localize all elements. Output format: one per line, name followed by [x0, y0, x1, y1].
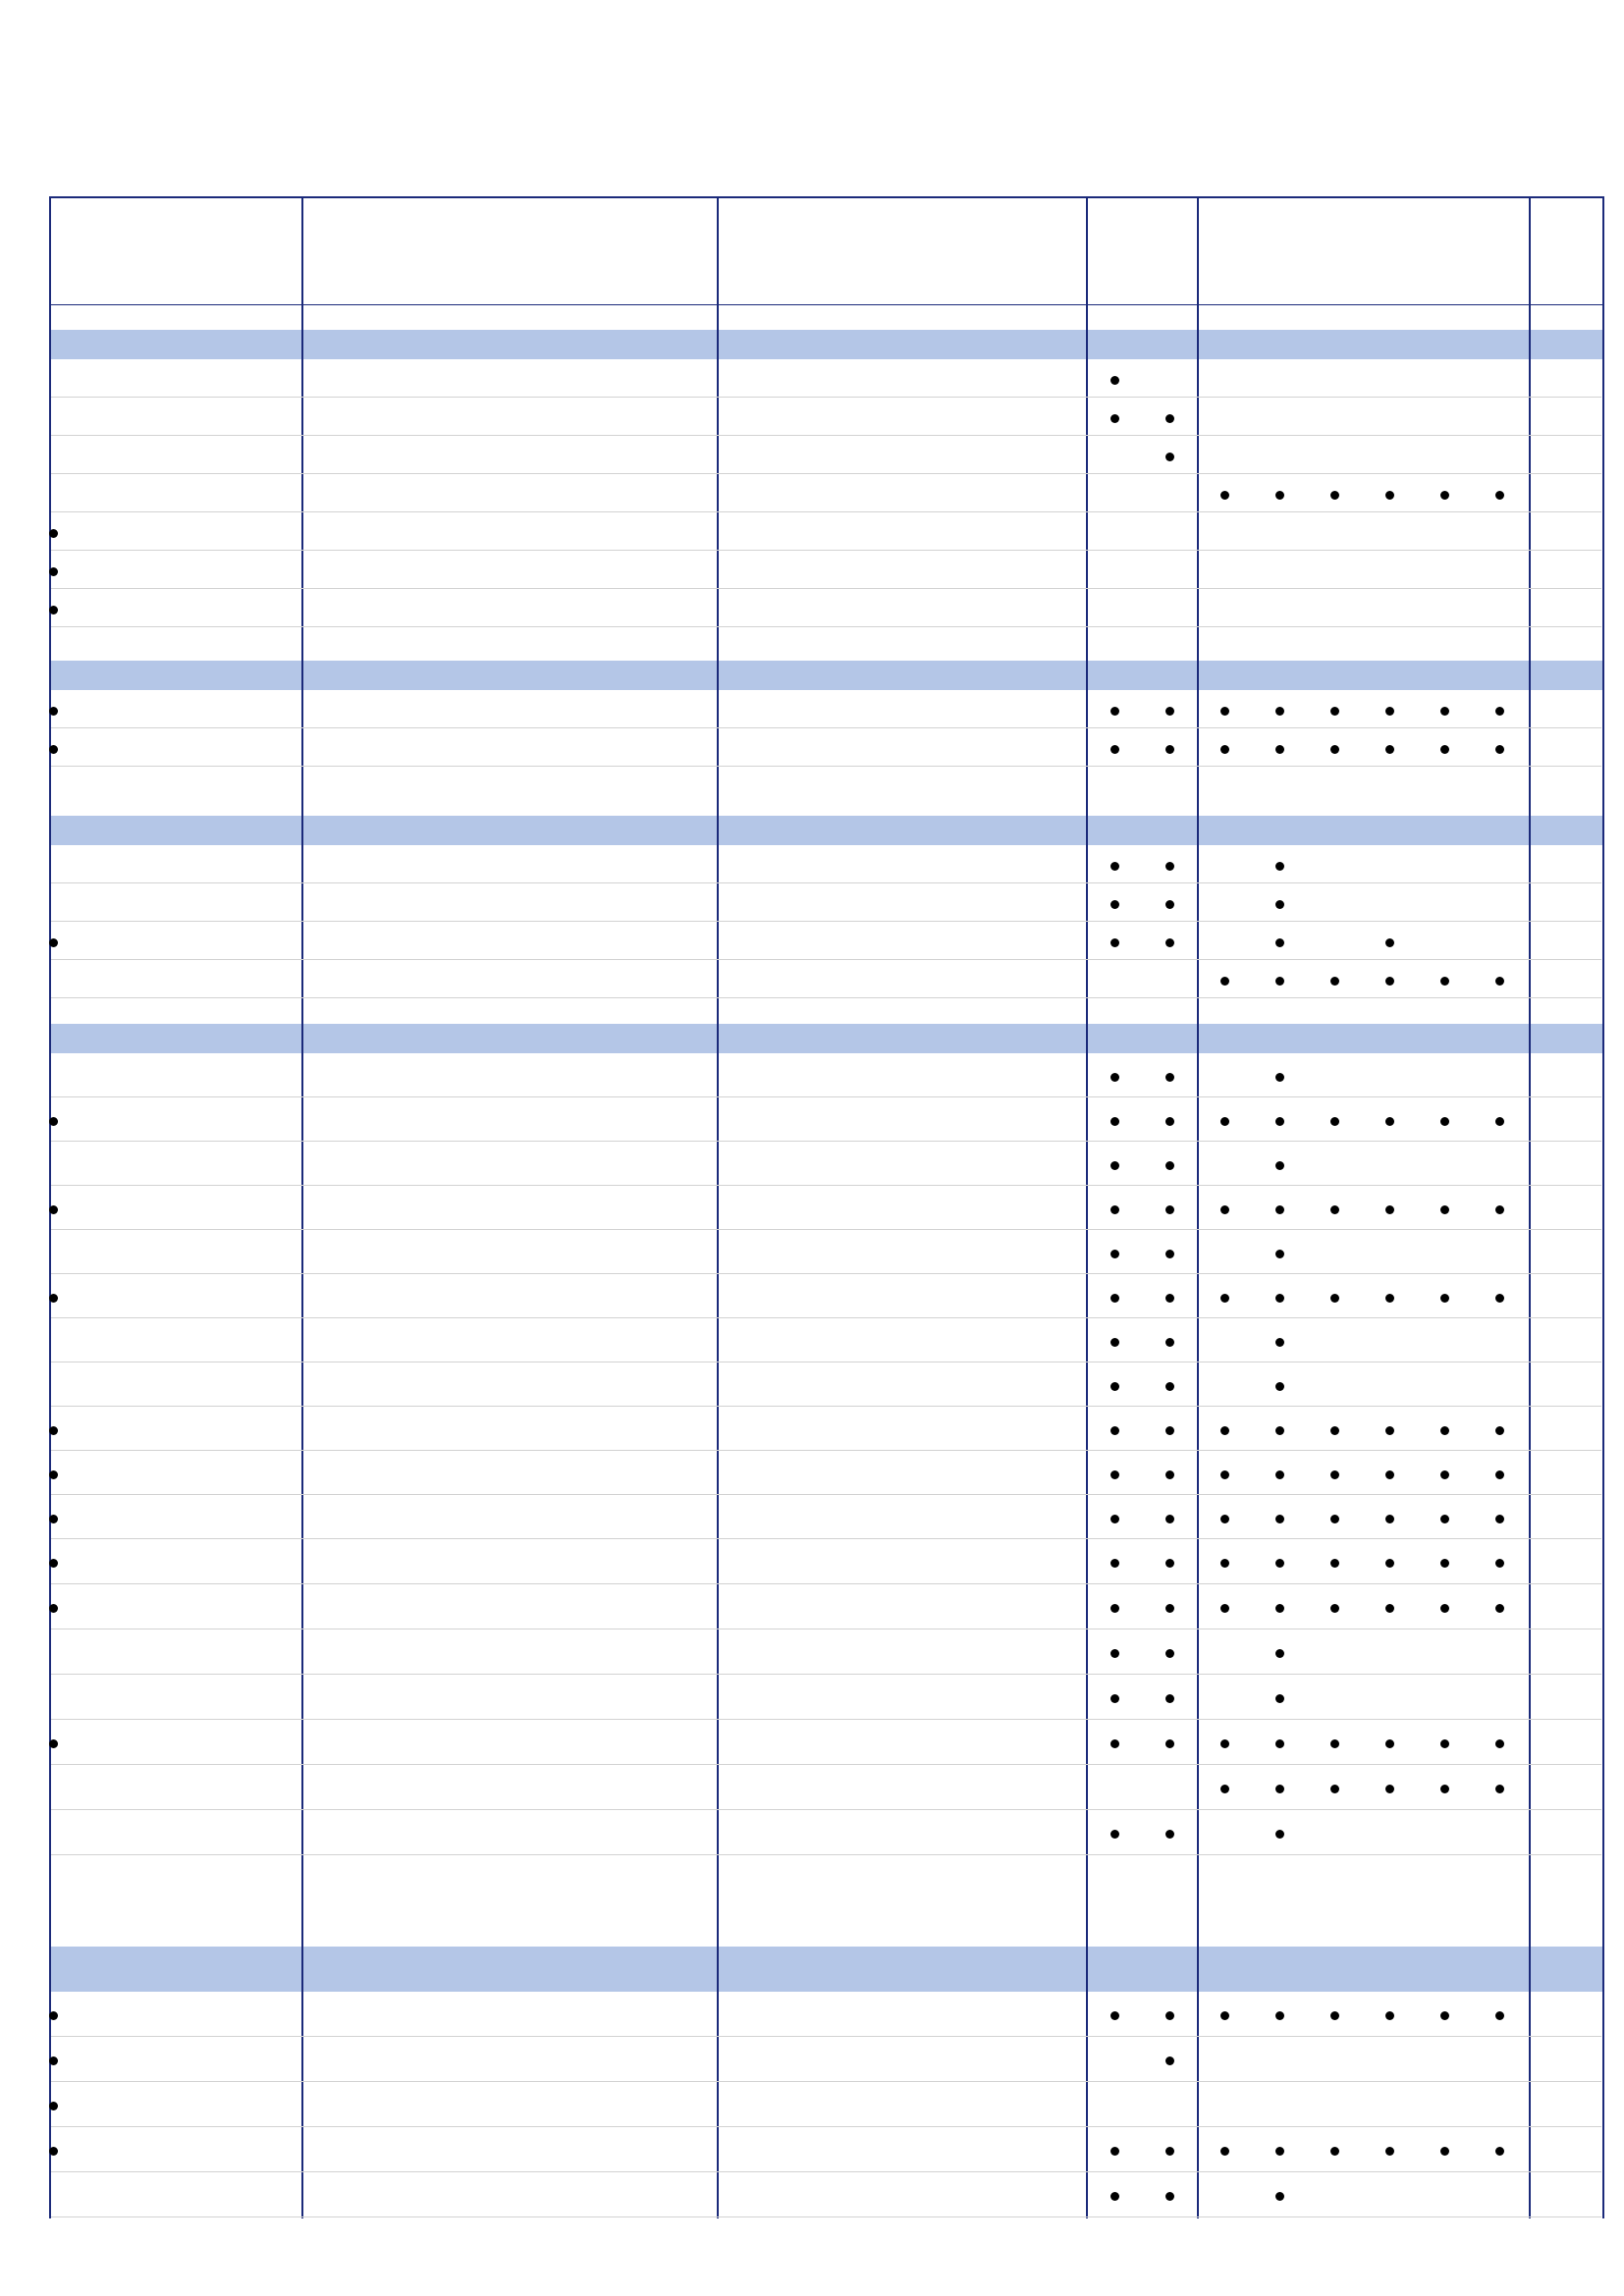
allocation-table	[49, 196, 1603, 2218]
allocation-dot	[1385, 745, 1394, 754]
row-separator	[51, 1450, 1601, 1451]
allocation-dot	[1110, 1338, 1119, 1347]
allocation-dot	[1165, 1338, 1174, 1347]
allocation-dot	[49, 567, 58, 576]
allocation-dot	[1165, 1649, 1174, 1658]
allocation-dot	[1275, 1338, 1284, 1347]
allocation-dot	[1275, 1294, 1284, 1303]
allocation-dot	[1385, 1470, 1394, 1479]
allocation-dot	[1220, 1515, 1229, 1523]
allocation-dot	[1495, 1205, 1504, 1214]
allocation-dot	[1165, 1117, 1174, 1126]
allocation-dot	[49, 2056, 58, 2065]
allocation-dot	[1275, 1694, 1284, 1703]
allocation-dot	[1440, 1559, 1449, 1568]
allocation-dot	[1275, 1117, 1284, 1126]
allocation-dot	[1495, 707, 1504, 716]
allocation-dot	[1220, 2147, 1229, 2156]
row-separator	[51, 2126, 1601, 2127]
allocation-dot	[1165, 1470, 1174, 1479]
allocation-dot	[1110, 1559, 1119, 1568]
allocation-dot	[1385, 1604, 1394, 1613]
row-separator	[51, 435, 1601, 436]
allocation-dot	[1165, 2056, 1174, 2065]
row-separator	[51, 997, 1601, 998]
allocation-dot	[1110, 938, 1119, 947]
row-separator	[51, 588, 1601, 589]
column-border	[1197, 196, 1199, 2218]
allocation-dot	[1495, 2011, 1504, 2020]
allocation-dot	[49, 707, 58, 716]
allocation-dot	[1330, 2011, 1339, 2020]
allocation-dot	[1220, 2011, 1229, 2020]
allocation-dot	[1330, 1604, 1339, 1613]
allocation-dot	[1440, 1739, 1449, 1748]
allocation-dot	[1110, 1604, 1119, 1613]
allocation-dot	[1110, 1649, 1119, 1658]
row-separator	[51, 1141, 1601, 1142]
allocation-dot	[1275, 900, 1284, 909]
column-border	[1602, 196, 1604, 2218]
row-separator	[51, 959, 1601, 960]
row-separator	[51, 1229, 1601, 1230]
allocation-dot	[49, 529, 58, 538]
allocation-dot	[1165, 1382, 1174, 1391]
allocation-dot	[1495, 1604, 1504, 1613]
allocation-dot	[1385, 1117, 1394, 1126]
allocation-dot	[1440, 2147, 1449, 2156]
allocation-dot	[1385, 1426, 1394, 1435]
allocation-dot	[1165, 453, 1174, 461]
allocation-dot	[1165, 1515, 1174, 1523]
allocation-dot	[1275, 707, 1284, 716]
allocation-dot	[1110, 1515, 1119, 1523]
row-separator	[51, 2081, 1601, 2082]
allocation-dot	[1165, 1830, 1174, 1839]
allocation-dot	[1275, 1515, 1284, 1523]
column-border	[1086, 196, 1088, 2218]
allocation-dot	[1440, 1205, 1449, 1214]
allocation-dot	[1165, 1694, 1174, 1703]
allocation-dot	[1165, 1250, 1174, 1258]
allocation-dot	[1165, 414, 1174, 423]
allocation-dot	[1165, 1604, 1174, 1613]
row-separator	[51, 2171, 1601, 2172]
allocation-dot	[1385, 1515, 1394, 1523]
allocation-dot	[1330, 1294, 1339, 1303]
section-band	[49, 1947, 1603, 1992]
allocation-dot	[1330, 1117, 1339, 1126]
allocation-dot	[1275, 1250, 1284, 1258]
allocation-dot	[1275, 2147, 1284, 2156]
allocation-dot	[1110, 745, 1119, 754]
allocation-dot	[1495, 1470, 1504, 1479]
allocation-dot	[1495, 2147, 1504, 2156]
allocation-dot	[1110, 1739, 1119, 1748]
allocation-dot	[1440, 1604, 1449, 1613]
allocation-dot	[1165, 1073, 1174, 1082]
row-separator	[51, 1854, 1601, 1855]
allocation-dot	[1275, 1604, 1284, 1613]
allocation-dot	[1275, 1382, 1284, 1391]
row-separator	[51, 1764, 1601, 1765]
table-top-border	[49, 196, 1603, 198]
allocation-dot	[1330, 977, 1339, 986]
allocation-dot	[1165, 2147, 1174, 2156]
allocation-dot	[1275, 1649, 1284, 1658]
allocation-dot	[1275, 1161, 1284, 1170]
allocation-dot	[1275, 862, 1284, 871]
allocation-dot	[1165, 2192, 1174, 2201]
row-separator	[51, 550, 1601, 551]
allocation-dot	[1385, 2011, 1394, 2020]
allocation-dot	[1220, 1604, 1229, 1613]
allocation-dot	[1110, 1470, 1119, 1479]
allocation-dot	[1110, 2192, 1119, 2201]
row-separator	[51, 1273, 1601, 1274]
row-separator	[51, 1719, 1601, 1720]
allocation-dot	[1165, 1426, 1174, 1435]
allocation-dot	[1220, 1117, 1229, 1126]
row-separator	[51, 397, 1601, 398]
allocation-dot	[49, 1739, 58, 1748]
allocation-dot	[1495, 491, 1504, 500]
allocation-dot	[49, 2147, 58, 2156]
allocation-dot	[1330, 1205, 1339, 1214]
allocation-dot	[1275, 745, 1284, 754]
allocation-dot	[1495, 1294, 1504, 1303]
allocation-dot	[49, 938, 58, 947]
allocation-dot	[1440, 1515, 1449, 1523]
allocation-dot	[1330, 2147, 1339, 2156]
allocation-dot	[1110, 862, 1119, 871]
allocation-dot	[1220, 707, 1229, 716]
row-separator	[51, 626, 1601, 627]
allocation-dot	[49, 1205, 58, 1214]
row-separator	[51, 1096, 1601, 1097]
allocation-dot	[1275, 938, 1284, 947]
allocation-dot	[1110, 1382, 1119, 1391]
allocation-dot	[1440, 2011, 1449, 2020]
allocation-dot	[1495, 1426, 1504, 1435]
allocation-dot	[1440, 1117, 1449, 1126]
allocation-dot	[1495, 1559, 1504, 1568]
allocation-dot	[1385, 1739, 1394, 1748]
allocation-dot	[1440, 1426, 1449, 1435]
allocation-dot	[1220, 491, 1229, 500]
allocation-dot	[1440, 1785, 1449, 1793]
column-border	[301, 196, 303, 2218]
allocation-dot	[1220, 745, 1229, 754]
allocation-dot	[1220, 1739, 1229, 1748]
allocation-dot	[1110, 1250, 1119, 1258]
allocation-dot	[1385, 1559, 1394, 1568]
allocation-dot	[49, 745, 58, 754]
allocation-dot	[1440, 707, 1449, 716]
allocation-dot	[1495, 1515, 1504, 1523]
column-border	[717, 196, 719, 2218]
allocation-dot	[1385, 2147, 1394, 2156]
allocation-dot	[1275, 1205, 1284, 1214]
allocation-dot	[1220, 1294, 1229, 1303]
row-separator	[51, 727, 1601, 728]
allocation-dot	[1330, 1515, 1339, 1523]
row-separator	[51, 1406, 1601, 1407]
allocation-dot	[1330, 745, 1339, 754]
allocation-dot	[1220, 1559, 1229, 1568]
allocation-dot	[1110, 1830, 1119, 1839]
allocation-dot	[1220, 1470, 1229, 1479]
allocation-dot	[1220, 1785, 1229, 1793]
allocation-dot	[49, 606, 58, 614]
allocation-dot	[1385, 938, 1394, 947]
allocation-dot	[49, 2011, 58, 2020]
row-separator	[51, 1185, 1601, 1186]
allocation-dot	[1275, 1559, 1284, 1568]
allocation-dot	[1495, 977, 1504, 986]
allocation-dot	[1275, 2011, 1284, 2020]
allocation-dot	[49, 1470, 58, 1479]
allocation-dot	[1110, 2011, 1119, 2020]
allocation-dot	[1385, 1294, 1394, 1303]
allocation-dot	[1165, 1559, 1174, 1568]
allocation-dot	[1165, 938, 1174, 947]
allocation-dot	[1165, 2011, 1174, 2020]
allocation-dot	[1385, 1785, 1394, 1793]
allocation-dot	[1330, 1559, 1339, 1568]
allocation-dot	[1330, 491, 1339, 500]
allocation-dot	[1440, 1470, 1449, 1479]
section-band	[49, 661, 1603, 690]
allocation-dot	[1275, 1073, 1284, 1082]
allocation-dot	[1330, 707, 1339, 716]
row-separator	[51, 766, 1601, 767]
allocation-dot	[1165, 707, 1174, 716]
allocation-dot	[1385, 1205, 1394, 1214]
allocation-dot	[1330, 1470, 1339, 1479]
allocation-dot	[1110, 376, 1119, 385]
allocation-dot	[1495, 1117, 1504, 1126]
allocation-dot	[1110, 900, 1119, 909]
allocation-dot	[1165, 1739, 1174, 1748]
allocation-dot	[1165, 1205, 1174, 1214]
allocation-dot	[1440, 1294, 1449, 1303]
allocation-dot	[1110, 707, 1119, 716]
allocation-dot	[1110, 1161, 1119, 1170]
allocation-dot	[1110, 1117, 1119, 1126]
allocation-dot	[49, 1426, 58, 1435]
allocation-dot	[49, 1294, 58, 1303]
allocation-dot	[1110, 1426, 1119, 1435]
row-separator	[51, 1583, 1601, 1584]
column-border	[1529, 196, 1531, 2218]
allocation-dot	[1220, 1205, 1229, 1214]
allocation-dot	[1165, 1161, 1174, 1170]
row-separator	[51, 921, 1601, 922]
allocation-dot	[1220, 977, 1229, 986]
allocation-dot	[1220, 1426, 1229, 1435]
allocation-dot	[1110, 1294, 1119, 1303]
allocation-dot	[1330, 1785, 1339, 1793]
section-band	[49, 816, 1603, 845]
section-band	[49, 1024, 1603, 1053]
row-separator	[51, 473, 1601, 474]
allocation-dot	[1165, 900, 1174, 909]
allocation-dot	[1385, 707, 1394, 716]
row-separator	[51, 1317, 1601, 1318]
allocation-dot	[1110, 1073, 1119, 1082]
row-separator	[51, 882, 1601, 883]
allocation-dot	[1165, 745, 1174, 754]
allocation-dot	[1275, 1830, 1284, 1839]
section-band	[49, 330, 1603, 359]
allocation-dot	[1440, 977, 1449, 986]
allocation-dot	[1275, 1739, 1284, 1748]
header-rule	[49, 304, 1603, 305]
allocation-dot	[1385, 491, 1394, 500]
allocation-dot	[1495, 745, 1504, 754]
allocation-dot	[1330, 1739, 1339, 1748]
allocation-dot	[1275, 1470, 1284, 1479]
allocation-dot	[1275, 2192, 1284, 2201]
row-separator	[51, 1494, 1601, 1495]
allocation-dot	[1110, 414, 1119, 423]
row-separator	[51, 1674, 1601, 1675]
row-separator	[51, 1538, 1601, 1539]
row-separator	[51, 2036, 1601, 2037]
allocation-dot	[1275, 977, 1284, 986]
allocation-dot	[49, 1604, 58, 1613]
allocation-dot	[1385, 977, 1394, 986]
row-separator	[51, 2216, 1601, 2217]
allocation-dot	[1165, 862, 1174, 871]
allocation-dot	[1495, 1785, 1504, 1793]
allocation-dot	[49, 1559, 58, 1568]
row-separator	[51, 1809, 1601, 1810]
allocation-dot	[1110, 1205, 1119, 1214]
allocation-dot	[1440, 745, 1449, 754]
allocation-dot	[49, 1515, 58, 1523]
allocation-dot	[1275, 1785, 1284, 1793]
allocation-dot	[1110, 2147, 1119, 2156]
allocation-dot	[1275, 1426, 1284, 1435]
allocation-dot	[1110, 1694, 1119, 1703]
allocation-dot	[1330, 1426, 1339, 1435]
allocation-dot	[49, 1117, 58, 1126]
allocation-dot	[1275, 491, 1284, 500]
allocation-dot	[49, 2102, 58, 2110]
allocation-dot	[1440, 491, 1449, 500]
allocation-dot	[1495, 1739, 1504, 1748]
row-separator	[51, 511, 1601, 512]
allocation-dot	[1165, 1294, 1174, 1303]
